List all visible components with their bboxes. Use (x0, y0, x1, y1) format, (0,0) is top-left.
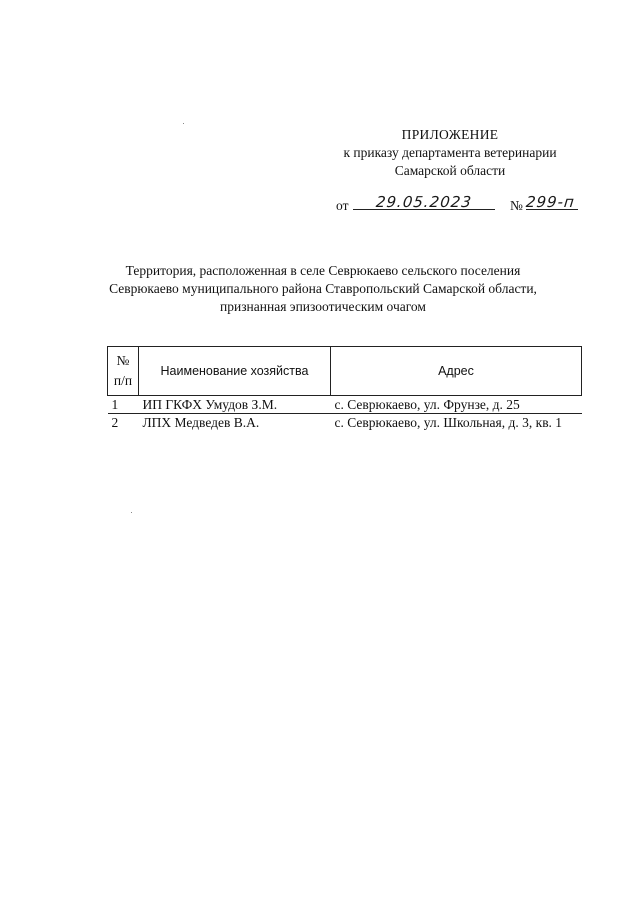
column-header-number (108, 347, 139, 396)
column-header-number-sign: № (116, 353, 130, 368)
heading-line-3: признанная эпизоотическим очагом (220, 299, 426, 314)
scan-speck (183, 123, 184, 124)
row-number: 1 (108, 396, 139, 414)
row-farm-name: ЛПХ Медведев В.А. (142, 415, 260, 430)
order-date-field (353, 193, 495, 210)
heading-line-1: Территория, расположенная в селе Севрюкаево сельского поселения (125, 263, 521, 278)
table-header-row (108, 347, 582, 396)
column-header-name: Наименование хозяйства (139, 347, 331, 396)
order-number-label: № (510, 198, 523, 213)
order-date: 29.05.2023 (375, 193, 473, 211)
appendix-title: ПРИЛОЖЕНИЕ (401, 127, 499, 142)
order-from-label: от (336, 198, 349, 213)
appendix-line-1: к приказу департамента ветеринарии (343, 145, 557, 160)
row-number: 2 (111, 415, 119, 430)
farms-table (107, 346, 582, 431)
order-number-field (526, 193, 578, 210)
order-reference (336, 193, 586, 215)
document-heading (90, 262, 556, 316)
column-header-number-abbr: п/п (113, 373, 133, 388)
appendix-line-2: Самарской области (394, 163, 506, 178)
table-row (108, 396, 582, 414)
row-address: с. Севрюкаево, ул. Фрунзе, д. 25 (331, 396, 582, 414)
scan-speck (131, 512, 132, 513)
order-number: 299-п (525, 193, 576, 211)
appendix-block (330, 126, 570, 180)
table-row (108, 414, 582, 432)
heading-line-2: Севрюкаево муниципального района Ставропольский Самарской области, (109, 281, 537, 296)
column-header-address: Адрес (331, 347, 582, 396)
row-address: с. Севрюкаево, ул. Школьная, д. 3, кв. 1 (334, 415, 563, 430)
row-farm-name: ИП ГКФХ Умудов З.М. (139, 396, 331, 414)
